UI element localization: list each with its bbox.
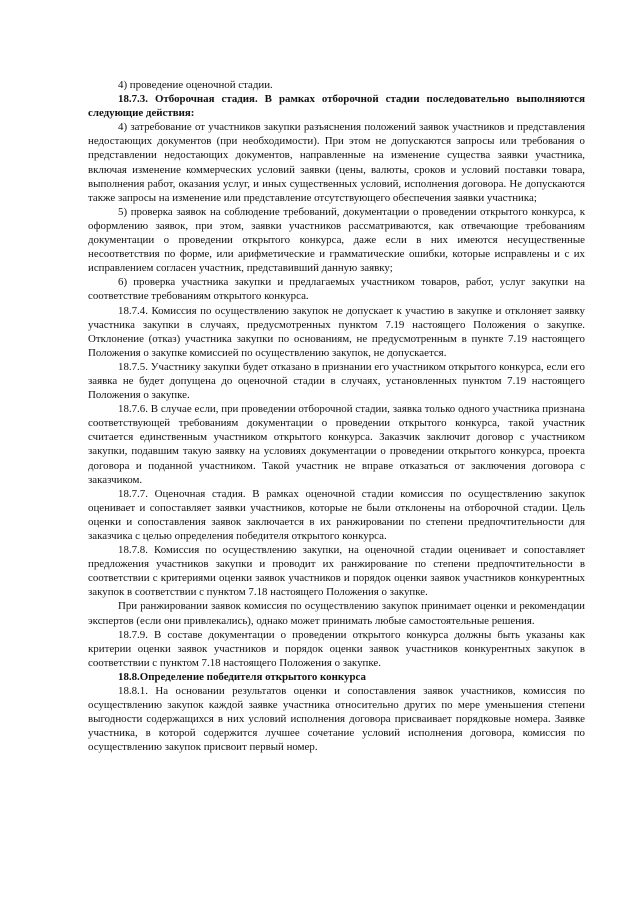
document-page — [88, 78, 585, 755]
paragraph-18-7-5: 18.7.5. Участнику закупки будет отказано в признании его участником открытого конкурса, если его заявка не будет допущена до оценочной стадии в случаях, установленных пунктом 7.19 настоящего Положения о закупке. — [88, 360, 585, 402]
paragraph-18-7-6: 18.7.6. В случае если, при проведении отборочной стадии, заявка только одного участника признана соответствующей требованиям документации о проведении открытого конкурса, такой участник считается единственным участником открытого конкурса. Заказчик заключит договор с участником закупки, подавшим такую заявку на условиях документации о проведении открытого конкурса, проекта договора и поданной участником. Такой участник не вправе отказаться от заключения договора с заказчиком. — [88, 403, 585, 486]
section-heading-18-8: 18.8.Определение победителя открытого конкурса — [118, 670, 366, 683]
paragraph-stage-4: 4) проведение оценочной стадии. — [118, 79, 273, 91]
paragraph-18-7-9: 18.7.9. В составе документации о проведении открытого конкурса должны быть указаны как критерии оценки заявок участников и порядок оценки заявок участников конкурентных закупок в соответствии с пунктом 7.18 настоящего Положения о закупке. — [88, 628, 585, 669]
paragraph-item-4: 4) затребование от участников закупки разъяснения положений заявок участников и представления недостающих документов (при необходимости). При этом не допускаются запросы или требования о представлении недостающих документов, направленные на изменение существа заявки участника, включая изменение коммерческих условий заявки (цены, валюты, сроков и условий поставки товара, выполнения работ, оказания услуг, и иных существенных условий, исполнения договора. Не допускаются также запросы на изменение или представление отсутствующего обеспечения заявки участника; — [88, 121, 585, 204]
paragraph-item-6: 6) проверка участника закупки и предлагаемых участником товаров, работ, услуг закупки на соответствие требованиям открытого конкурса. — [88, 276, 585, 303]
paragraph-18-8-1: 18.8.1. На основании результатов оценки и сопоставления заявок участников, комиссия по осуществлению закупок каждой заявке участника относительно других по мере уменьшения степени выгодности содержащихся в них условий исполнения договора присваивает порядковые номера. Заявке участника, в которой содержится лучшее сочетание условий исполнения договора, комиссия по осуществлению закупок присвоит первый номер. — [88, 685, 585, 754]
paragraph-18-7-8: 18.7.8. Комиссия по осуществлению закупки, на оценочной стадии оценивает и сопоставляет предложения участников закупки и проводит их ранжирование по степени предпочтительности в соответствии с критериями оценки заявок участников и порядок оценки заявок участников конкурентных закупок в соответствии с пунктом 7.18 настоящего Положения о закупке. — [88, 544, 585, 599]
paragraph-18-7-7: 18.7.7. Оценочная стадия. В рамках оценочной стадии комиссия по осуществлению закупок оценивает и сопоставляет заявки участников, которые не были отклонены на отборочной стадии. Цель оценки и сопоставления заявок заключается в их ранжировании по степени предпочтительности для заказчика с целью определения победителя открытого конкурса. — [88, 487, 585, 542]
paragraph-ranking: При ранжировании заявок комиссия по осуществлению закупок принимает оценки и рекомендации экспертов (если они привлекались), однако может принимать любые самостоятельные решения. — [88, 600, 585, 627]
paragraph-item-5: 5) проверка заявок на соблюдение требований, документации о проведении открытого конкурса, к оформлению заявок, при этом, заявки участников рассматриваются, как отвечающие требованиям документации о проведении открытого конкурса, даже если в них имеются несущественные несоответствия по форме, или арифметические и грамматические ошибки, которые исправлены и с их исправлением согласен участник, представивший данную заявку; — [88, 205, 585, 275]
paragraph-18-7-4: 18.7.4. Комиссия по осуществлению закупок не допускает к участию в закупке и отклоняет заявку участника закупки в случаях, предусмотренных пунктом 7.19 настоящего Положения о закупке. Отклонение (отказ) участника закупки по основаниям, не предусмотренным в пункте 7.19 настоящего Положения о закупке комиссией по осуществлению закупок, не допускается. — [88, 304, 585, 359]
paragraph-18-7-3: 18.7.3. Отборочная стадия. В рамках отборочной стадии последовательно выполняются следующие действия: — [88, 93, 585, 120]
